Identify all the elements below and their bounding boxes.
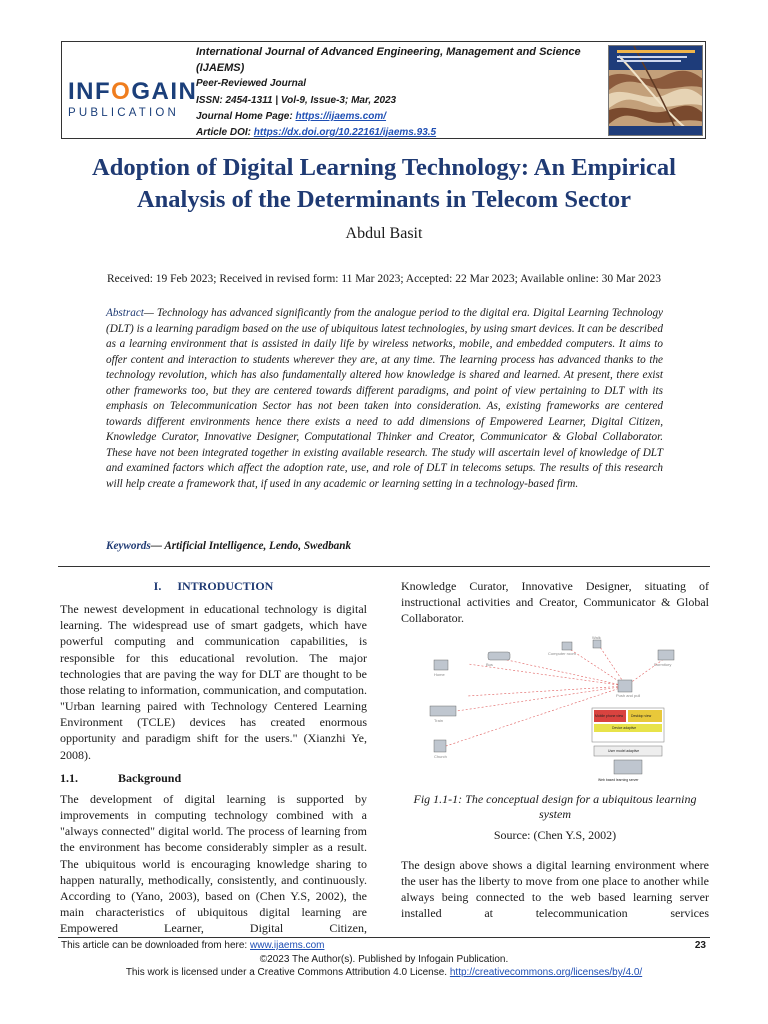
section-heading <box>60 578 367 594</box>
keywords-text: — Artificial Intelligence, Lendo, Swedbank <box>150 540 352 552</box>
paper-title <box>40 152 728 216</box>
subsection-heading <box>60 770 367 786</box>
figure-caption: Fig 1.1-1: The conceptual design for a ubiquitous learning system <box>413 792 697 821</box>
mobile-view-label: Mobile phone view <box>595 714 624 718</box>
diagram-canvas <box>428 636 680 784</box>
footer-download: This article can be downloaded from here: www.ijaems.com <box>61 940 325 951</box>
doi-link[interactable]: https://dx.doi.org/10.22161/ijaems.93.5 <box>253 127 437 139</box>
homepage-line: Journal Home Page: https://ijaems.com/ <box>196 110 387 122</box>
peer-reviewed-label: Peer-Reviewed Journal <box>196 78 307 90</box>
license-link[interactable]: http://creativecommons.org/licenses/by/4.0/ <box>449 967 643 978</box>
journal-header <box>61 41 706 139</box>
journal-cover-image <box>608 45 703 136</box>
abstract-label: Abstract <box>106 307 144 319</box>
push-pull-label: Push and pull <box>616 693 641 698</box>
intro-paragraph: The newest development in educational technology is digital learning. The widespread use of smart gadgets, which have powerful computing and communication capabilities, is responsible for this educational revolution. The major technologies that are paving the way for DLT are thought to be those relating to information, communication, and computation. "Urban learning paired with Technology Centered Learning Environment (TCLE) devices has created enormous opportunity and paradigm shift for the users." (Xianzhi Ye, 2008). <box>60 602 367 762</box>
server-label: Web based learning server <box>598 778 639 782</box>
server-icon <box>614 760 642 774</box>
title-line-1: Adoption of Digital Learning Technology: An Empirical <box>92 154 676 181</box>
title-line-2: Analysis of the Determinants in Telecom Sector <box>136 186 632 213</box>
background-paragraph: The development of digital learning is supported by improvements in computing technology combined with a "always connected" digital world. The process of learning from the environment has become considerably simpler as a result. The ubiquitous world is encouraging knowledge sharing to happen naturally, methodically, consistently, and continuously. According to (Yano, 2003), based on (Chen Y.S, 2002), the main characteristics of ubiquitous digital learning are Empowered Learner, Digital Citizen, <box>60 791 367 936</box>
bus-label: Bus <box>486 662 493 667</box>
walk-label: Walk <box>592 636 601 640</box>
author-name: Abdul Basit <box>345 225 423 242</box>
download-link[interactable]: www.ijaems.com <box>250 940 325 951</box>
figure-source: Source: (Chen Y.S, 2002) <box>493 828 617 842</box>
journal-info <box>196 44 596 141</box>
logo-subtitle: PUBLICATION <box>68 107 180 119</box>
abstract-text: — Technology has advanced significantly from the analogue period to the digital era. Digital Learning Technology (DLT) is a learning paradigm based on the use of ubiquitous latest technologies, by using smart devices. It can be described as a learning environment that is assisted in daily life by wireless networks, mobile, and embedded computers. It aims to offer content and interaction to students wherever they are, at any time. The learning process has advanced thanks to the technology revolution, which has also fundamentally altered how knowledge is shared and learned. At present, there exist other frameworks too, but they are centered towards different paradigms, and point of view pertaining to DLT with its emphasis on Telecommunication Sector has not been taken into consideration. As, existing frameworks are centered towards different environments hence there exists a need to add dimensions of Empowered Learner, Digital Citizen, Knowledge Curator, Innovative Designer, Computational Thinker and Creator, Communicator & Global Collaborator. These have not been integrated together in existing available research. The study will ascertain level of knowledge of DLT and examined factors which affect the adoption rate, use, and role of DLT in telecoms setups. The results of this research will help create a framework that, if used in any academic or learning setting in a technology-based firm. <box>106 307 663 490</box>
left-column <box>60 578 367 936</box>
dormitory-label: Dormitory <box>654 662 672 667</box>
section-title: INTRODUCTION <box>177 579 274 593</box>
train-label: Train <box>434 718 443 723</box>
issn-line: ISSN: 2454-1311 | Vol-9, Issue-3; Mar, 2023 <box>196 94 397 106</box>
subsection-number: 1.1. <box>60 770 78 785</box>
journal-name: International Journal of Advanced Engineering, Management and Science <box>196 46 581 58</box>
device-adaptive-label: Device adaptive <box>612 726 637 730</box>
journal-abbr: (IJAEMS) <box>196 62 245 75</box>
keywords <box>106 540 663 552</box>
computer-room-label: Computer room <box>548 651 576 656</box>
user-model-label: User model adaptive <box>608 749 640 753</box>
copyright-notice: ©2023 The Author(s). Published by Infogain Publication. <box>259 954 509 965</box>
journal-cover-art <box>609 46 703 136</box>
logo-wordmark: INFOGAIN <box>68 78 198 105</box>
right-column-intro: Knowledge Curator, Innovative Designer, situating of instructional activities and Creator, Communicator & Global Collaborator. <box>401 579 709 626</box>
license-notice: This work is licensed under a Creative Commons Attribution 4.0 License. http://creativecommons.org/licenses/by/4.0/ <box>125 967 643 978</box>
keywords-label: Keywords <box>106 540 151 552</box>
homepage-link[interactable]: https://ijaems.com/ <box>295 110 387 122</box>
abstract <box>106 306 663 492</box>
infogain-logo <box>68 78 198 119</box>
doi-line: Article DOI: https://dx.doi.org/10.22161/ijaems.93.5 <box>196 127 437 139</box>
submission-dates: Received: 19 Feb 2023; Received in revised form: 11 Mar 2023; Accepted: 22 Mar 2023; Available online: 30 Mar 2023 <box>106 273 662 285</box>
footer-divider <box>58 937 710 938</box>
desktop-view-label: Desktop view <box>631 714 652 718</box>
ubiquitous-learning-diagram <box>428 636 680 784</box>
home-label: Home <box>434 672 445 677</box>
page-number: 23 <box>694 940 706 951</box>
right-column-paragraph: The design above shows a digital learning environment where the user has the liberty to move from one place to another while always being connected to the web based learning server installed at telecommunication services <box>401 858 709 921</box>
section-number: I. <box>153 579 162 593</box>
subsection-title: Background <box>118 770 182 785</box>
church-label: Church <box>434 754 447 759</box>
section-divider <box>58 566 710 567</box>
